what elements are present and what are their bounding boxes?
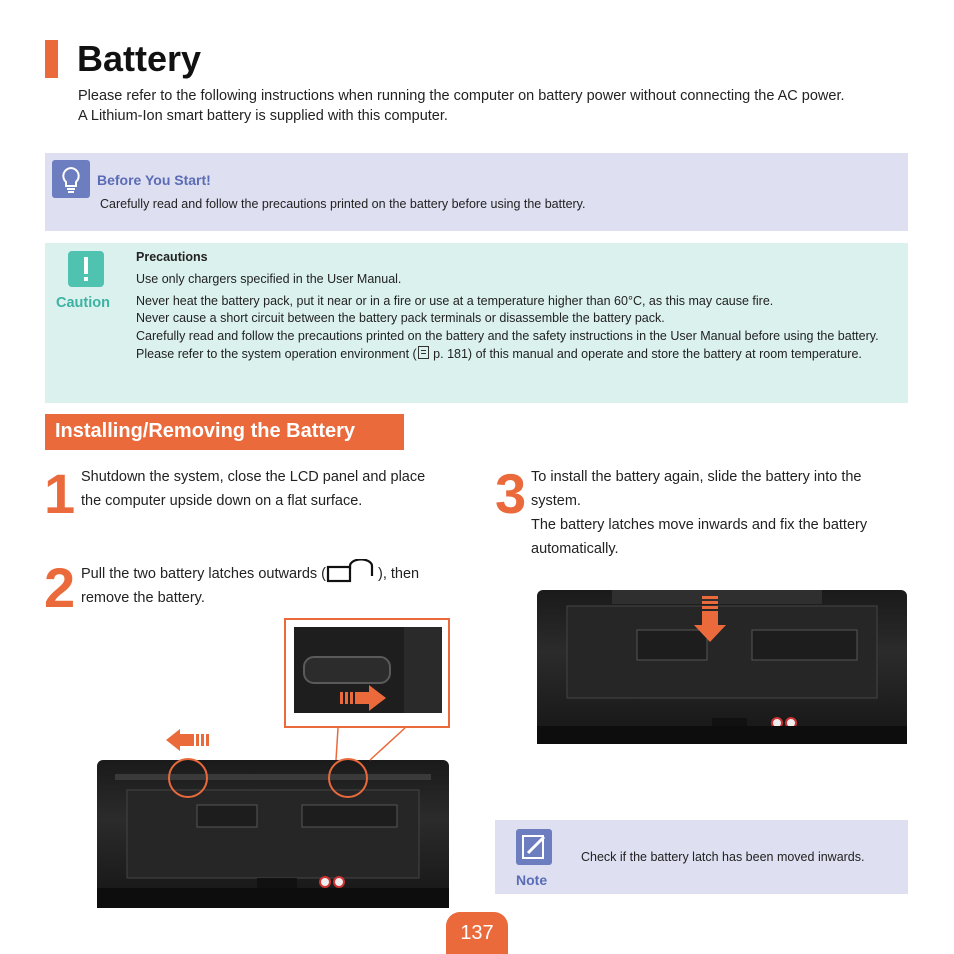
slide-right-arrow-icon: [338, 685, 388, 711]
before-you-start-title: Before You Start!: [97, 172, 211, 188]
note-pencil-icon: [516, 829, 552, 865]
precaution-item: Never heat the battery pack, put it near or in a fire or use at a temperature higher than 60°C, as this may cause fire.: [136, 293, 774, 308]
intro-paragraph-1: Please refer to the following instructions when running the computer on battery power without connecting the AC power.: [78, 88, 845, 104]
step-3-line-2: The battery latches move inwards and fix the battery automatically.: [531, 517, 868, 557]
intro-paragraph-2: A Lithium-Ion smart battery is supplied with this computer.: [78, 108, 448, 124]
before-you-start-text: Carefully read and follow the precautions printed on the battery before using the battery.: [100, 197, 586, 211]
step-3-line-1: To install the battery again, slide the battery into the system.: [531, 469, 862, 509]
step-3-number: 3: [495, 462, 525, 525]
step-2-number: 2: [44, 556, 74, 619]
precautions-title: Precautions: [136, 250, 208, 264]
slide-down-arrow-icon: [694, 596, 726, 642]
precaution-item: Never cause a short circuit between the battery pack terminals or disassemble the battery pack.: [136, 311, 665, 326]
slide-left-arrow-icon: [166, 729, 214, 751]
page-number: 137: [460, 922, 494, 944]
page-title: Battery: [77, 38, 202, 79]
precaution-item: Use only chargers specified in the User Manual.: [136, 271, 402, 286]
note-text: Check if the battery latch has been moved inwards.: [581, 850, 865, 864]
step-1-text: Shutdown the system, close the LCD panel and place the computer upside down on a flat surface.: [81, 469, 426, 509]
step-2-text: Pull the two battery latches outwards ( ), then remove the battery.: [81, 559, 461, 610]
step-1-number: 1: [44, 462, 74, 525]
precaution-item: Carefully read and follow the precautions printed on the battery and the safety instructions in the User Manual before using the battery.: [136, 329, 879, 344]
precaution-item-reference: Please refer to the system operation environment ( p. 181) of this manual and operate and store the battery at room temperature.: [136, 346, 862, 361]
note-label: Note: [516, 872, 548, 888]
section-heading: Installing/Removing the Battery: [55, 420, 356, 442]
caution-label: Caution: [56, 295, 110, 311]
